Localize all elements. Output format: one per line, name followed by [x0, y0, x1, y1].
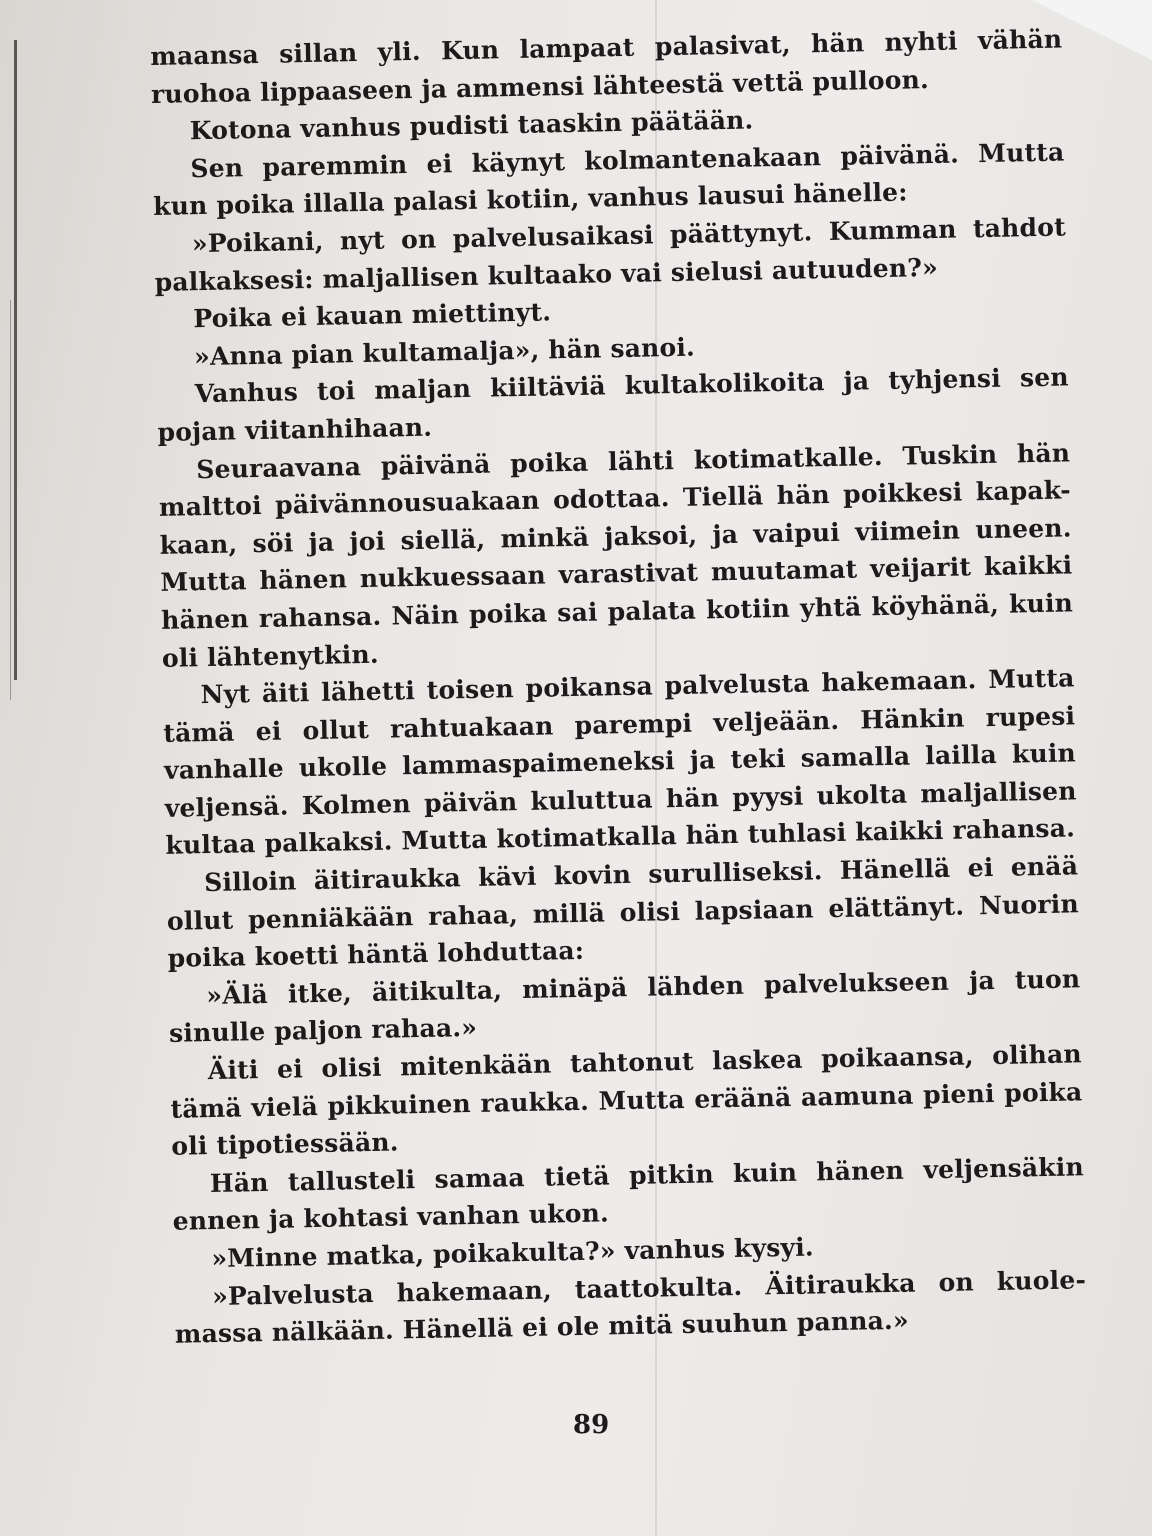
text-line: palkaksesi: maljallisen kultaako vai sielusi autuuden?»: [154, 252, 939, 297]
text-line: sinulle paljon rahaa.»: [168, 1013, 478, 1049]
text-line: maansa sillan yli. Kun lampaat palasivat, hän nyhti vähän: [150, 24, 1063, 71]
text-line: »Minne matka, poikakulta?» vanhus kysyi.: [211, 1232, 815, 1274]
text-line: Poika ei kauan miettinyt.: [193, 297, 552, 334]
text-line: Seuraavana päivänä poika lähti kotimatkalle. Tuskin hän: [196, 437, 1071, 484]
text-line: malttoi päivännousuakaan odottaa. Tiellä hän poikkesi kapak-: [158, 475, 1072, 523]
text-line: Hän tallusteli samaa tietä pitkin kuin hänen veljensäkin: [209, 1152, 1085, 1198]
text-line: Vanhus toi maljan kiiltäviä kultakolikoita ja tyhjensi sen: [194, 362, 1069, 409]
text-line: tämä ei ollut rahtuakaan parempi veljeään. Hänkin rupesi: [163, 701, 1076, 748]
text-line: »Anna pian kultamalja», hän sanoi.: [193, 332, 696, 371]
text-line: vanhalle ukolle lammaspaimeneksi ja teki samalla lailla kuin: [163, 738, 1077, 786]
page-body-text: [150, 20, 1087, 1353]
text-line: ollut penniäkään rahaa, millä olisi lapsiaan elättänyt. Nuorin: [166, 888, 1080, 936]
text-line: kun poika illalla palasi kotiin, vanhus lausui hänelle:: [152, 177, 908, 222]
text-line: poika koetti häntä lohduttaa:: [167, 936, 585, 974]
text-line: Nyt äiti lähetti toisen poikansa palvelusta hakemaan. Mutta: [200, 663, 1075, 710]
text-line: Äiti ei olisi mitenkään tahtonut laskea poikaansa, olihan: [207, 1039, 1082, 1086]
text-line: »Poikani, nyt on palvelusaikasi päättynyt. Kumman tahdot: [191, 212, 1067, 259]
text-line: ruohoa lippaaseen ja ammensi lähteestä vettä pulloon.: [150, 64, 930, 109]
text-line: Sen paremmin ei käynyt kolmantenakaan päivänä. Mutta: [190, 137, 1065, 184]
text-line: kaan, söi ja joi siellä, minkä jaksoi, ja vaipui viimein uneen.: [159, 513, 1072, 560]
text-line: »Älä itke, äitikulta, minäpä lähden palvelukseen ja tuon: [206, 964, 1081, 1010]
text-line: Mutta hänen nukkuessaan varastivat muutamat veijarit kaikki: [160, 550, 1073, 598]
page-edge: [14, 40, 17, 680]
text-line: Silloin äitiraukka kävi kovin surulliseksi. Hänellä ei enää: [203, 851, 1079, 898]
text-line: kultaa palkaksi. Mutta kotimatkalla hän tuhlasi kaikki rahansa.: [165, 813, 1076, 861]
text-line: oli tipotiessään.: [171, 1127, 399, 1162]
text-line: pojan viitanhihaan.: [157, 412, 433, 447]
text-line: tämä vielä pikkuinen raukka. Mutta eräänä aamuna pieni poika: [170, 1076, 1083, 1124]
text-line: massa nälkään. Hänellä ei ole mitä suuhun panna.»: [174, 1305, 910, 1349]
text-line: hänen rahansa. Näin poika sai palata kotiin yhtä köyhänä, kuin: [160, 588, 1074, 635]
page-edge-shadow: [10, 300, 11, 700]
text-line: Kotona vanhus pudisti taaskin päätään.: [189, 105, 754, 146]
page-number: 89: [573, 1410, 610, 1440]
text-line: oli lähtenytkin.: [161, 639, 380, 673]
text-line: ennen ja kohtasi vanhan ukon.: [172, 1198, 610, 1237]
text-line: »Palvelusta hakemaan, taattokulta. Äitiraukka on kuole-: [211, 1264, 1087, 1311]
text-line: veljensä. Kolmen päivän kuluttua hän pyysi ukolta maljallisen: [164, 776, 1077, 823]
